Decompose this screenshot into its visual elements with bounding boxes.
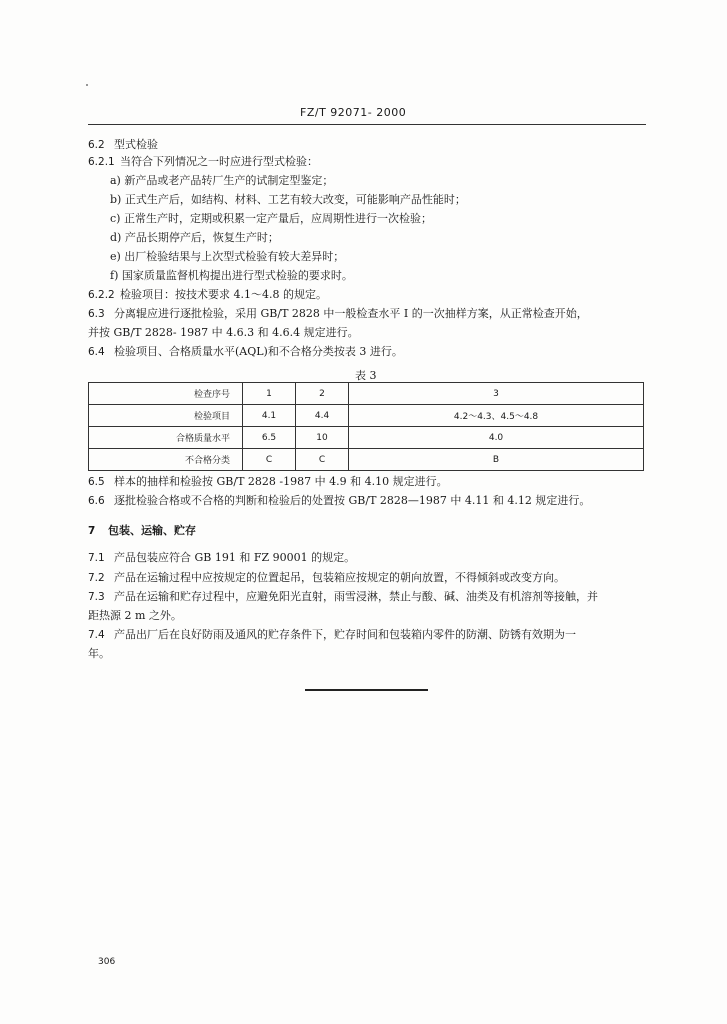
clause-7-3-line2: 距热源 2 m 之外。	[88, 609, 182, 622]
table-cell: C	[243, 449, 296, 471]
table-3	[88, 382, 644, 471]
clause-number: 6.5	[88, 476, 105, 488]
clause-number: 7.2	[88, 572, 105, 584]
row-label: 不合格分类	[89, 449, 243, 471]
table-row	[89, 383, 644, 405]
section-6-2	[88, 138, 158, 152]
clause-text: 样本的抽样和检验按 GB/T 2828 -1987 中 4.9 和 4.10 规定进行。	[114, 475, 448, 488]
clause-text: 产品在运输过程中应按规定的位置起吊，包装箱应按规定的朝向放置，不得倾斜或改变方向。	[114, 571, 565, 584]
table-caption: 表 3	[355, 369, 377, 382]
table-cell: B	[349, 449, 644, 471]
table-cell: 1	[243, 383, 296, 405]
clause-7-4	[88, 628, 576, 642]
clause-text-line1: 产品出厂后在良好防雨及通风的贮存条件下，贮存时间和包装箱内零件的防潮、防锈有效期为一	[114, 628, 576, 641]
list-item-a: a) 新产品或老产品转厂生产的试制定型鉴定；	[110, 174, 334, 187]
clause-6-3-line2: 并按 GB/T 2828- 1987 中 4.6.3 和 4.6.4 规定进行。	[88, 326, 359, 339]
table-cell: 4.2～4.3、4.5～4.8	[349, 405, 644, 427]
clause-6-3	[88, 307, 588, 321]
list-item-b: b) 正式生产后，如结构、材料、工艺有较大改变，可能影响产品性能时；	[110, 193, 466, 206]
table-cell: 4.1	[243, 405, 296, 427]
clause-text-line1: 产品在运输和贮存过程中，应避免阳光直射，雨雪浸淋，禁止与酸、碱、油类及有机溶剂等接触，并	[114, 590, 598, 603]
clause-7-1	[88, 551, 355, 565]
table-row	[89, 405, 644, 427]
section-title: 型式检验	[114, 138, 158, 151]
table-cell: 4.4	[296, 405, 349, 427]
table-cell: 4.0	[349, 427, 644, 449]
clause-number: 7.3	[88, 591, 105, 603]
clause-number: 6.2.2	[88, 289, 115, 301]
clause-number: 7.1	[88, 552, 105, 564]
header-rule	[88, 124, 646, 125]
clause-6-4	[88, 345, 403, 359]
clause-number: 7.4	[88, 629, 105, 641]
table-row	[89, 449, 644, 471]
section-title: 包装、运输、贮存	[108, 524, 196, 537]
table-cell: 3	[349, 383, 644, 405]
section-7	[88, 522, 196, 538]
list-item-f: f) 国家质量监督机构提出进行型式检验的要求时。	[110, 269, 353, 282]
clause-7-2	[88, 571, 565, 585]
section-number: 6.2	[88, 139, 105, 151]
scan-speck	[86, 84, 88, 86]
list-item-d: d) 产品长期停产后，恢复生产时；	[110, 231, 279, 244]
clause-6-6	[88, 494, 590, 508]
page-header-standard: FZ/T 92071- 2000	[300, 106, 407, 119]
clause-number: 6.4	[88, 346, 105, 358]
clause-text-line1: 分离辊应进行逐批检验，采用 GB/T 2828 中一般检查水平 I 的一次抽样方案，从正常检查开始，	[114, 307, 588, 320]
list-item-c: c) 正常生产时，定期或积累一定产量后，应周期性进行一次检验；	[110, 212, 432, 225]
list-item-e: e) 出厂检验结果与上次型式检验有较大差异时；	[110, 250, 345, 263]
clause-text: 检验项目：按技术要求 4.1～4.8 的规定。	[120, 288, 327, 301]
clause-7-4-line2: 年。	[88, 647, 110, 660]
clause-text: 当符合下列情况之一时应进行型式检验：	[120, 155, 318, 168]
table-cell: 2	[296, 383, 349, 405]
table-row	[89, 427, 644, 449]
table-cell: 6.5	[243, 427, 296, 449]
row-label: 检验项目	[89, 405, 243, 427]
clause-text: 产品包装应符合 GB 191 和 FZ 90001 的规定。	[114, 551, 356, 564]
clause-text: 检验项目、合格质量水平(AQL)和不合格分类按表 3 进行。	[114, 345, 403, 358]
end-of-standard-rule	[305, 689, 428, 691]
clause-text: 逐批检验合格或不合格的判断和检验后的处置按 GB/T 2828—1987 中 4.11 和 4.12 规定进行。	[114, 494, 591, 507]
clause-6-2-1	[88, 155, 318, 169]
clause-7-3	[88, 590, 598, 604]
clause-6-2-2	[88, 288, 327, 302]
page-number: 306	[98, 957, 116, 967]
clause-number: 6.3	[88, 308, 105, 320]
clause-number: 6.6	[88, 495, 105, 507]
table-cell: 10	[296, 427, 349, 449]
clause-number: 6.2.1	[88, 156, 115, 168]
row-label: 合格质量水平	[89, 427, 243, 449]
row-label: 检查序号	[89, 383, 243, 405]
section-number: 7	[88, 525, 96, 537]
table-cell: C	[296, 449, 349, 471]
clause-6-5	[88, 475, 448, 489]
